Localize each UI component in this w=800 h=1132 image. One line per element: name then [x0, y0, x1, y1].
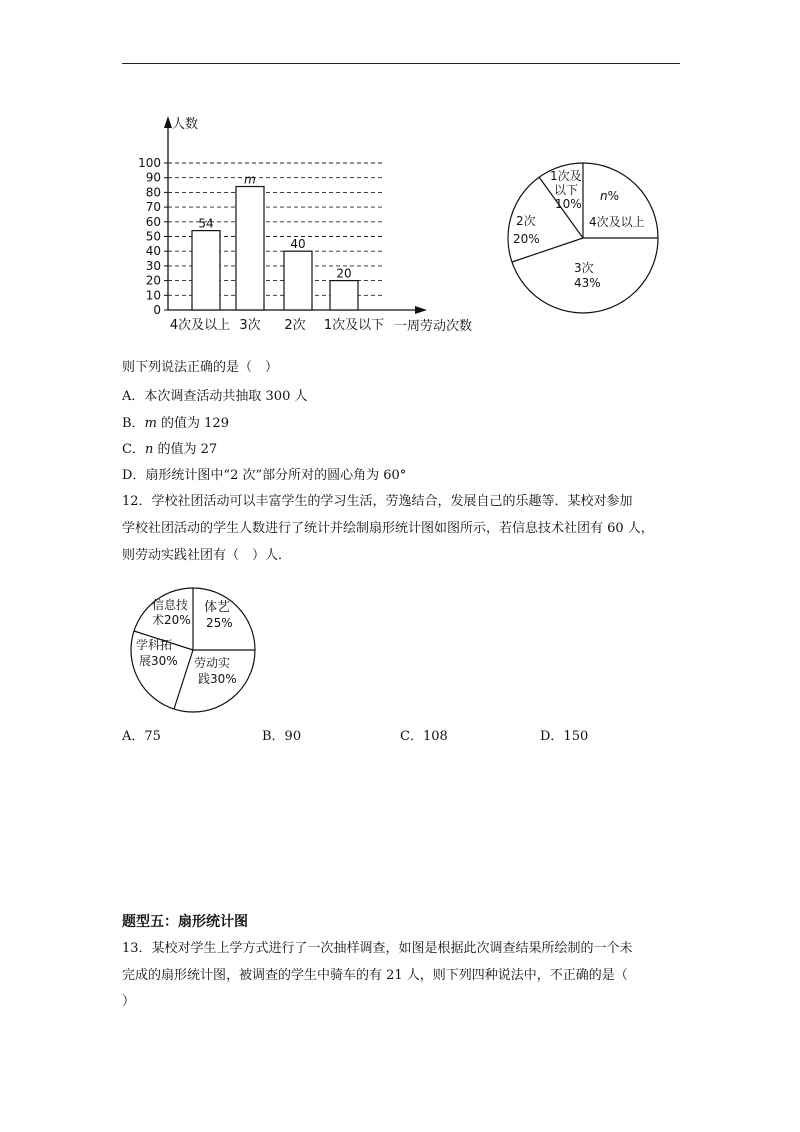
y-tick-label: 20 — [145, 273, 161, 288]
q13-text-line: 13．某校对学生上学方式进行了一次抽样调查，如图是根据此次调查结果所绘制的一个未 — [122, 941, 633, 956]
y-tick-label: 10 — [145, 288, 161, 303]
bar-value-label: m — [244, 172, 256, 187]
pie-label: 3次 — [574, 261, 594, 275]
q13-text-line: 完成的扇形统计图，被调查的学生中骑车的有 21 人，则下列四种说法中，不正确的是（ — [122, 968, 628, 983]
y-axis-label: 人数 — [172, 117, 199, 132]
y-tick-label: 40 — [145, 244, 161, 259]
pie-value: 展30% — [139, 654, 178, 668]
bar — [330, 281, 358, 310]
y-tick-label: 30 — [145, 258, 161, 273]
pie-value: 43% — [574, 276, 601, 290]
pie-value: n% — [600, 189, 620, 203]
q11-stem: 则下列说法正确的是（ ） — [122, 360, 279, 375]
x-tick-label: 4次及以上 — [169, 318, 231, 333]
y-tick-label: 80 — [145, 185, 161, 200]
pie-chart-clubs — [128, 585, 260, 715]
pie-label: 2次 — [516, 214, 536, 228]
bar — [236, 187, 264, 310]
y-axis-arrow — [164, 116, 172, 128]
section-title: 题型五：扇形统计图 — [122, 914, 248, 930]
q12-option-c: C．108 — [400, 729, 448, 744]
pie-value: 20% — [513, 232, 540, 246]
q12-text-line: 则劳动实践社团有（ ）人． — [122, 548, 292, 563]
pie-value: 践30% — [198, 672, 237, 686]
pie-chart-labor — [500, 150, 675, 325]
q13-text-line: ） — [122, 994, 136, 1009]
x-tick-label: 2次 — [284, 318, 306, 333]
y-tick-label: 60 — [145, 214, 161, 229]
y-tick-label: 0 — [153, 303, 161, 317]
pie-label: 以下 — [554, 183, 579, 197]
q11-option-b: B．m 的值为 129 — [122, 416, 229, 431]
pie-label: 劳动实 — [194, 656, 231, 670]
x-axis-label: 一周劳动次数 — [394, 319, 473, 334]
pie-label: 4次及以上 — [589, 215, 645, 229]
q12-option-b: B．90 — [262, 729, 302, 744]
x-tick-label: 1次及以下 — [323, 318, 385, 333]
q12-text-line: 学校社团活动的学生人数进行了统计并绘制扇形统计图如图所示，若信息技术社团有 60 人， — [122, 521, 654, 536]
q11-option-d: D．扇形统计图中“2 次”部分所对的圆心角为 60° — [122, 468, 407, 483]
pie-label: 信息技 — [152, 598, 189, 612]
bar — [192, 231, 220, 310]
x-tick-label: 3次 — [239, 318, 261, 333]
bar-value-label: 54 — [198, 216, 214, 231]
bar-value-label: 40 — [290, 237, 306, 252]
y-tick-label: 70 — [145, 200, 161, 215]
q12-option-d: D．150 — [540, 729, 589, 744]
bar-chart — [130, 110, 500, 345]
y-tick-label: 50 — [145, 229, 161, 244]
y-tick-label: 100 — [138, 156, 161, 170]
y-tick-label: 90 — [145, 170, 161, 185]
pie-value: 25% — [206, 616, 233, 630]
pie-label: 学科拓 — [136, 638, 173, 652]
x-axis-arrow — [415, 306, 427, 314]
bar-value-label: 20 — [336, 266, 352, 281]
pie-label: 体艺 — [204, 600, 231, 615]
q11-option-c: C．n 的值为 27 — [122, 442, 218, 457]
pie-value: 术20% — [152, 613, 191, 627]
q12-option-a: A．75 — [122, 729, 161, 744]
pie-label: 1次及 — [550, 169, 582, 183]
header-rule — [122, 63, 680, 64]
q11-option-a: A．本次调查活动共抽取 300 人 — [122, 389, 308, 404]
pie-value: 10% — [555, 197, 582, 211]
bar — [284, 251, 312, 310]
q12-text-line: 12．学校社团活动可以丰富学生的学习生活，劳逸结合，发展自己的乐趣等．某校对参加 — [122, 494, 633, 509]
